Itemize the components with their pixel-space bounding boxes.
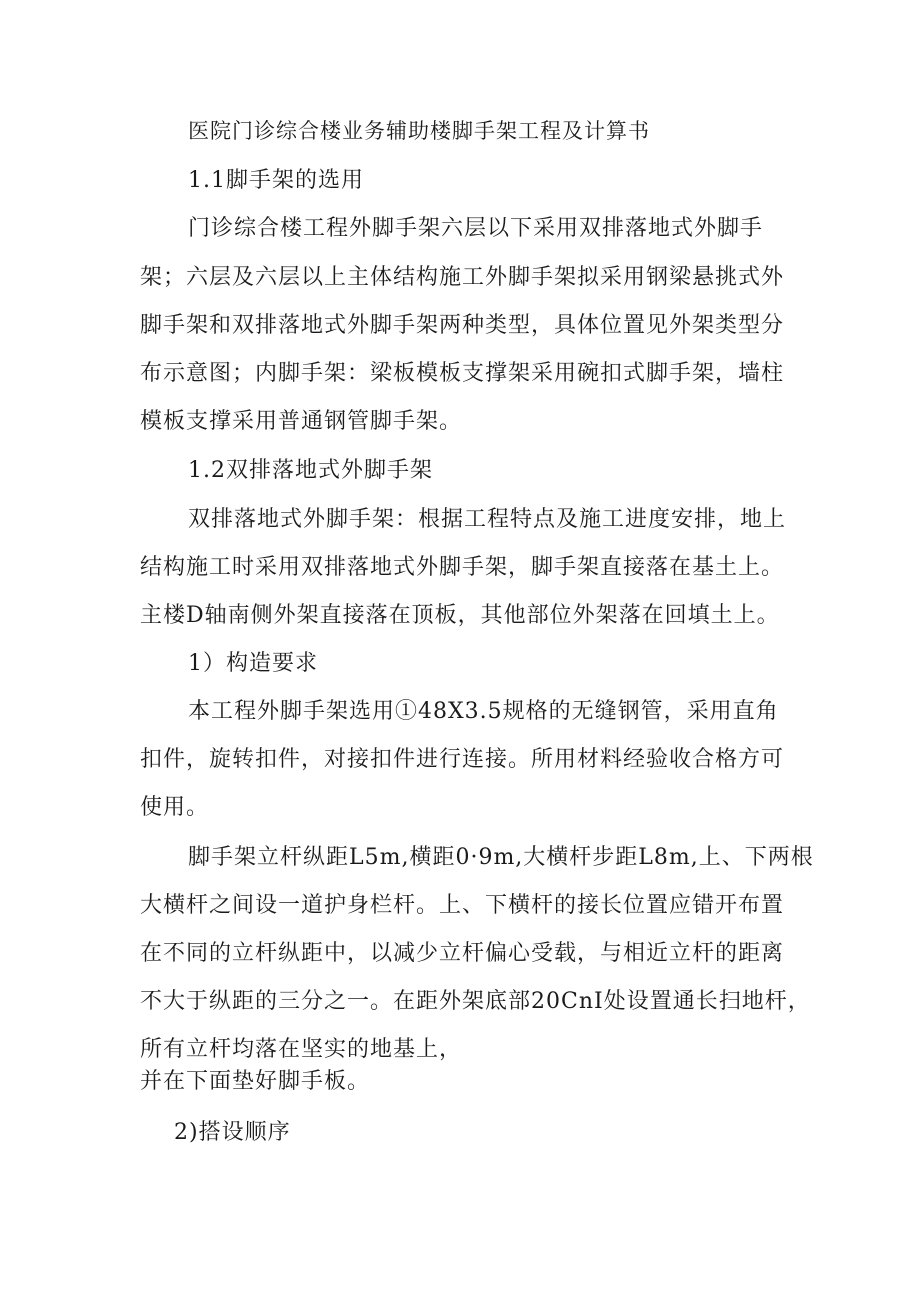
paragraph-1-line-3: 脚手架和双排落地式外脚手架两种类型，具体位置见外架类型分 [140, 313, 785, 338]
paragraph-4-line-1: 脚手架立杆纵距L5m,横距0·9m,大横杆步距L8m,上、下两根 [188, 845, 814, 870]
paragraph-3-line-1: 本工程外脚手架选用①48X3.5规格的无缝钢管，采用直角 [188, 699, 779, 724]
paragraph-1-line-1: 门诊综合楼工程外脚手架六层以下采用双排落地式外脚手 [188, 216, 764, 241]
paragraph-4-line-3: 在不同的立杆纵距中，以减少立杆偏心受载，与相近立杆的距离 [140, 941, 785, 966]
subheading-erection-sequence: 2)搭设顺序 [174, 1120, 291, 1145]
paragraph-3-line-3: 使用。 [140, 795, 210, 820]
paragraph-1-line-4: 布示意图；内脚手架：梁板模板支撑架采用碗扣式脚手架，墙柱 [140, 361, 785, 386]
subheading-construction-requirements: 1）构造要求 [188, 651, 318, 676]
paragraph-4-line-6: 并在下面垫好脚手板。 [140, 1069, 371, 1094]
paragraph-2-line-3: 主楼D轴南侧外架直接落在顶板，其他部位外架落在回填土上。 [140, 603, 780, 628]
paragraph-4-line-2: 大横杆之间设一道护身栏杆。上、下横杆的接长位置应错开布置 [140, 893, 785, 918]
paragraph-3-line-2: 扣件，旋转扣件，对接扣件进行连接。所用材料经验收合格方可 [140, 747, 785, 772]
section-heading-1-1: 1.1脚手架的选用 [188, 168, 364, 193]
paragraph-1-line-2: 架；六层及六层以上主体结构施工外脚手架拟采用钢梁悬挑式外 [140, 265, 785, 290]
paragraph-2-line-2: 结构施工时采用双排落地式外脚手架，脚手架直接落在基土上。 [140, 555, 785, 580]
paragraph-4-line-5: 所有立杆均落在坚实的地基上， [140, 1037, 463, 1062]
paragraph-4-line-4: 不大于纵距的三分之一。在距外架底部20CnI处设置通长扫地杆， [140, 989, 811, 1014]
section-heading-1-2: 1.2双排落地式外脚手架 [188, 458, 433, 483]
paragraph-2-line-1: 双排落地式外脚手架：根据工程特点及施工进度安排，地上 [188, 507, 787, 532]
paragraph-1-line-5: 模板支撑采用普通钢管脚手架。 [140, 409, 463, 434]
document-title: 医院门诊综合楼业务辅助楼脚手架工程及计算书 [188, 119, 650, 143]
